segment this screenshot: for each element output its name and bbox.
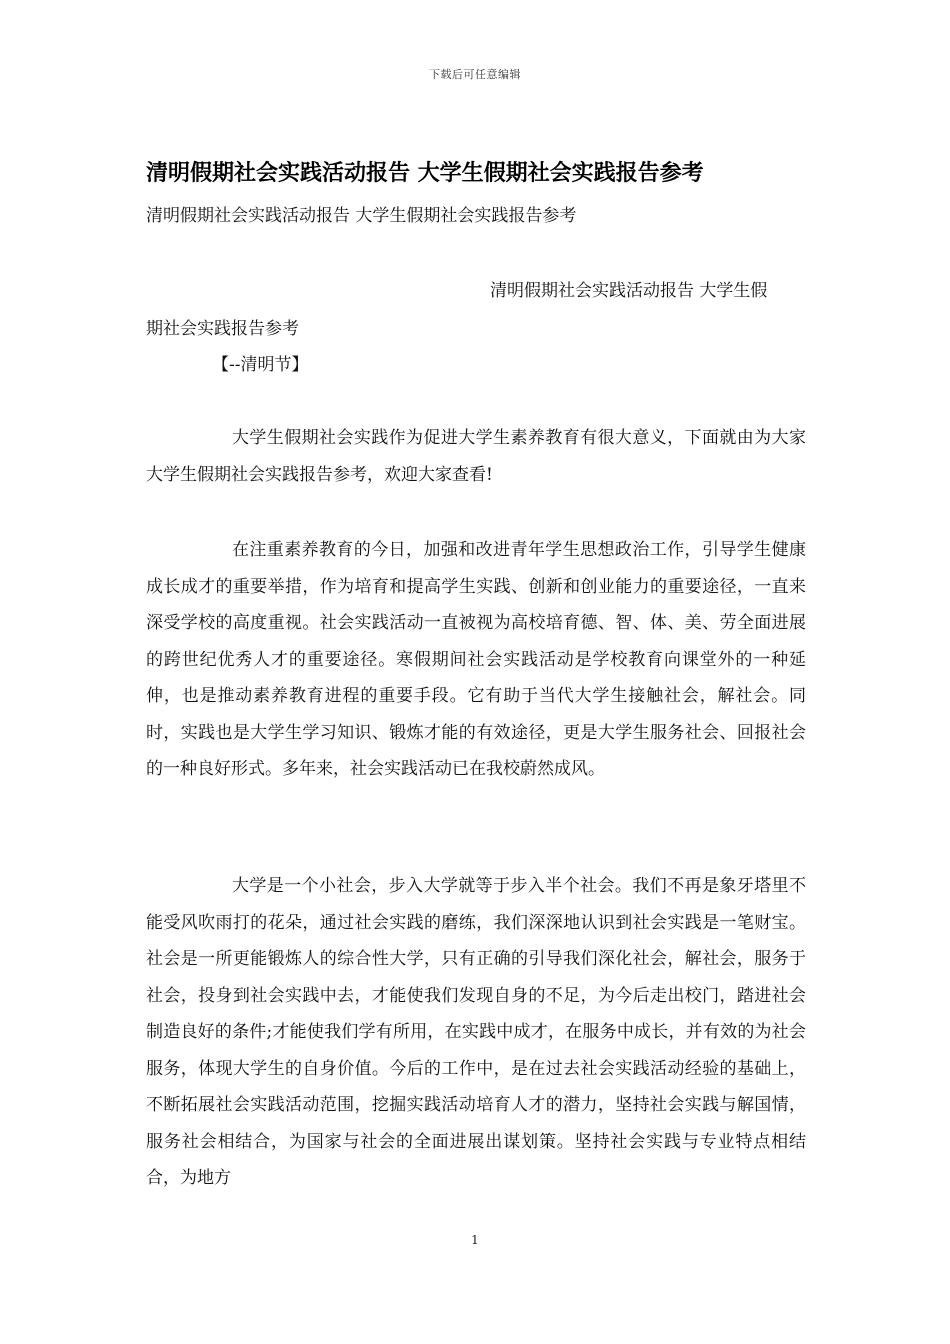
document-subtitle: 清明假期社会实践活动报告 大学生假期社会实践报告参考	[146, 206, 577, 226]
right-aligned-title-line: 清明假期社会实践活动报告 大学生假	[490, 281, 768, 301]
paragraph-university-society: 大学是一个小社会，步入大学就等于步入半个社会。我们不再是象牙塔里不能受风吹雨打的花朵，通过社会实践的磨练，我们深深地认识到社会实践是一笔财宝。社会是一所更能锻炼人的综合性大学，只有正确的引导我们深化社会，解社会，服务于社会，投身到社会实践中去，才能使我们发现自身的不足，为今后走出校门，踏进社会制造良好的条件;才能使我们学有所用，在实践中成才，在服务中成长，并有效的为社会服务，体现大学生的自身价值。今后的工作中，是在过去社会实践活动经验的基础上，不断拓展社会实践活动范围，挖掘实践活动培育人才的潜力，坚持社会实践与解国情，服务社会相结合，为国家与社会的全面进展出谋划策。坚持社会实践与专业特点相结合，为地方	[146, 876, 806, 1188]
page-number: 1	[471, 1233, 479, 1247]
header-note: 下载后可任意编辑	[429, 68, 521, 81]
category-tag: 【--清明节】	[212, 355, 309, 375]
paragraph-intro: 大学生假期社会实践作为促进大学生素养教育有很大意义，下面就由为大家大学生假期社会实践报告参考，欢迎大家查看!	[146, 428, 806, 485]
paragraph-background: 在注重素养教育的今日，加强和改进青年学生思想政治工作，引导学生健康成长成才的重要举措，作为培育和提高学生实践、创新和创业能力的重要途径，一直来深受学校的高度重视。社会实践活动一直被视为高校培育德、智、体、美、劳全面进展的跨世纪优秀人才的重要途径。寒假期间社会实践活动是学校教育向课堂外的一种延伸，也是推动素养教育进程的重要手段。它有助于当代大学生接触社会，解社会。同时，实践也是大学生学习知识、锻炼才能的有效途径，更是大学生服务社会、回报社会的一种良好形式。多年来，社会实践活动已在我校蔚然成风。	[146, 540, 806, 779]
title-continuation-line: 期社会实践报告参考	[146, 319, 299, 339]
document-title: 清明假期社会实践活动报告 大学生假期社会实践报告参考	[146, 161, 704, 186]
